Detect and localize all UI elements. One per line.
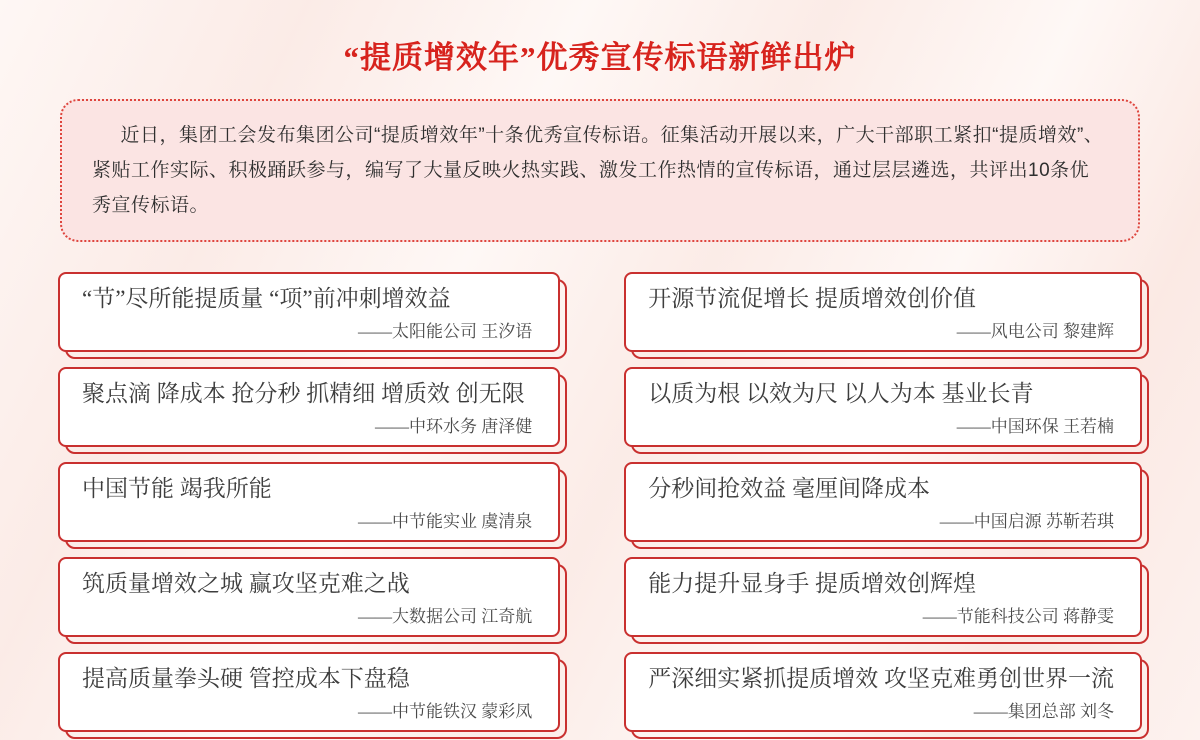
slogan-text: 中国节能 竭我所能 — [82, 476, 272, 501]
slogan-text: “节”尽所能提质量 “项”前冲刺增效益 — [82, 286, 451, 311]
slogan-text: 以质为根 以效为尺 以人为本 基业长青 — [648, 381, 1034, 406]
slogan-attribution: ——中节能实业 虞清泉 — [358, 512, 533, 531]
card-body — [624, 272, 1142, 352]
intro-text: 近日，集团工会发布集团公司“提质增效年”十条优秀宣传标语。征集活动开展以来，广大干部职工紧扣“提质增效”、紧贴工作实际、积极踊跃参与，编写了大量反映火热实践、激发工作热情的宣传标语，通过层层遴选，共评出10条优秀宣传标语。 — [92, 125, 1104, 216]
card-body — [58, 652, 560, 732]
slogan-text: 能力提升显身手 提质增效创辉煌 — [648, 571, 976, 596]
card-body — [624, 652, 1142, 732]
card-body — [58, 272, 560, 352]
card-body — [624, 367, 1142, 447]
slogan-text: 分秒间抢效益 毫厘间降成本 — [648, 476, 930, 501]
slogan-text: 提高质量拳头硬 管控成本下盘稳 — [82, 666, 410, 691]
slogan-card — [58, 272, 560, 352]
slogan-card — [58, 367, 560, 447]
slogan-card — [58, 462, 560, 542]
slogan-card — [624, 557, 1142, 637]
slogan-text: 开源节流促增长 提质增效创价值 — [648, 286, 976, 311]
slogan-attribution: ——大数据公司 江奇航 — [358, 607, 533, 626]
card-body — [58, 462, 560, 542]
card-body — [58, 557, 560, 637]
slogan-card — [58, 557, 560, 637]
slogan-attribution: ——节能科技公司 蒋静雯 — [922, 607, 1114, 626]
slogan-card — [624, 462, 1142, 542]
page-title: “提质增效年”优秀宣传标语新鲜出炉 — [343, 40, 857, 75]
slogan-text: 筑质量增效之城 赢攻坚克难之战 — [82, 571, 410, 596]
slogan-attribution: ——中环水务 唐泽健 — [375, 417, 533, 436]
slogan-text: 严深细实紧抓提质增效 攻坚克难勇创世界一流 — [648, 666, 1114, 691]
card-body — [624, 557, 1142, 637]
slogan-attribution: ——中节能铁汉 蒙彩凤 — [358, 702, 533, 721]
intro-box — [60, 99, 1140, 242]
slogan-attribution: ——太阳能公司 王汐语 — [358, 322, 533, 341]
slogan-card — [58, 652, 560, 732]
card-body — [624, 462, 1142, 542]
card-body — [58, 367, 560, 447]
slogan-card — [624, 272, 1142, 352]
slogan-card — [624, 652, 1142, 732]
slogan-attribution: ——风电公司 黎建辉 — [956, 322, 1114, 341]
slogan-card-list — [58, 272, 1142, 732]
slogan-attribution: ——集团总部 刘冬 — [973, 702, 1114, 721]
slogan-attribution: ——中国环保 王若楠 — [956, 417, 1114, 436]
slogan-card — [624, 367, 1142, 447]
slogan-attribution: ——中国启源 苏靳若琪 — [939, 512, 1114, 531]
slogan-text: 聚点滴 降成本 抢分秒 抓精细 增质效 创无限 — [82, 381, 525, 406]
